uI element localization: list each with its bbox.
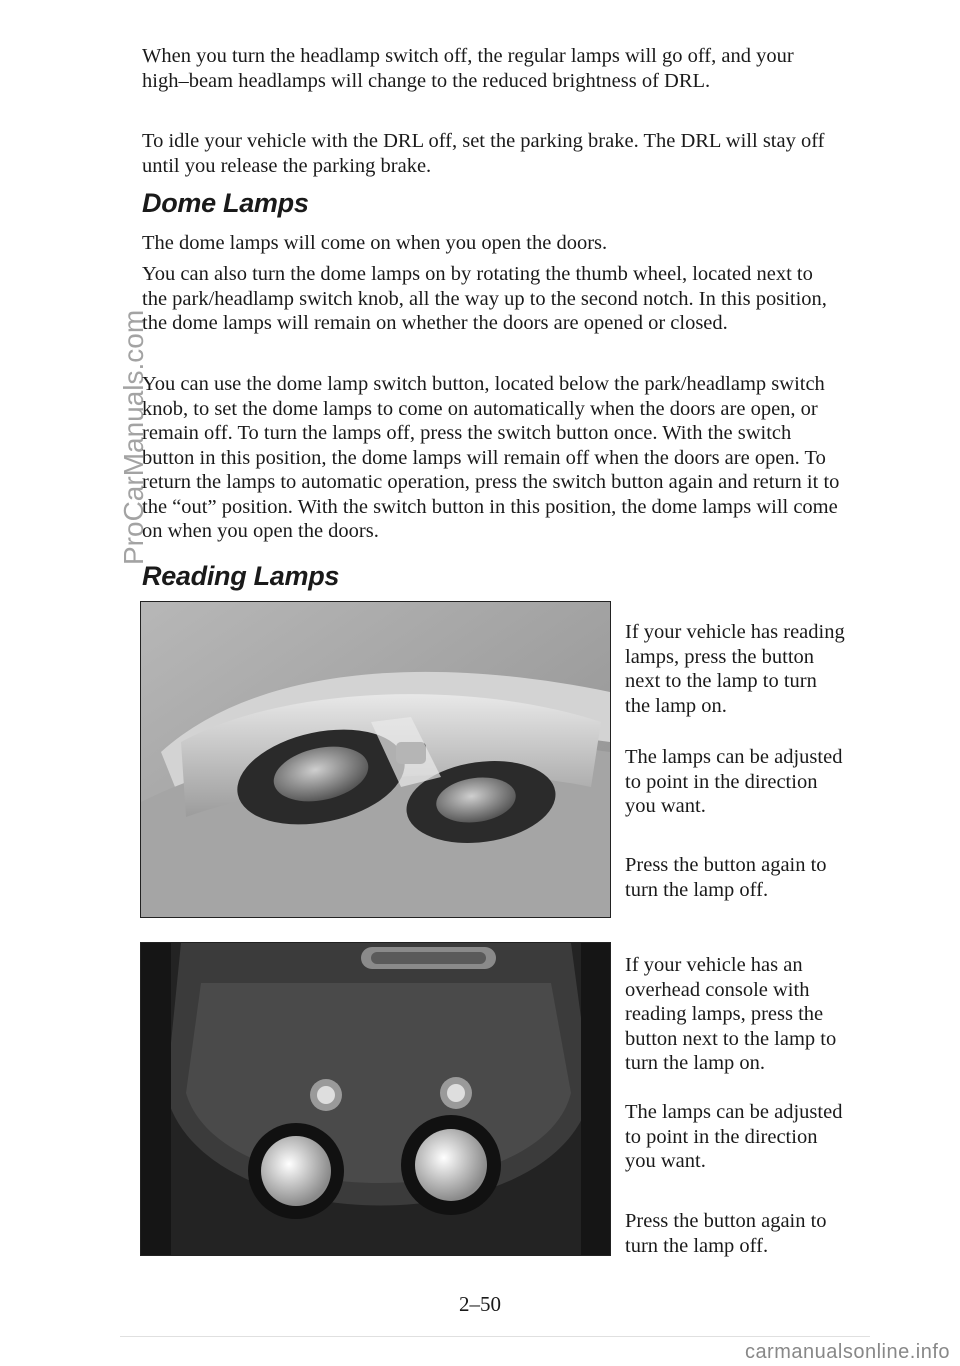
overhead-console-photo (140, 942, 611, 1256)
reading-lamps-para-3: Press the button again to turn the lamp off. (625, 854, 827, 901)
dome-lamps-paragraph-1: The dome lamps will come on when you open the doors. (142, 232, 608, 254)
site-watermark: ProCarManuals.com (118, 309, 149, 565)
reading-lamps-para-2: The lamps can be adjusted to point in the direction you want. (625, 746, 843, 817)
dome-lamps-paragraph-3: You can use the dome lamp switch button, located below the park/headlamp switch knob, to set the dome lamps to come on automatically when the doors are open, or remain off. To turn the lamps off, press the switch button once. With the switch button in this position, the dome lamps will remain off when the doors are open. To return the lamps to automatic operation, press the switch button again and return it to the “out” position. With the switch button in this position, the dome lamps will come on when you open the doors. (142, 373, 840, 542)
reading-lamp-photo (140, 601, 611, 918)
intro-paragraph-2: To idle your vehicle with the DRL off, set the parking brake. The DRL will stay off until you release the parking brake. (142, 130, 825, 177)
footer-url[interactable]: carmanualsonline.info (744, 1341, 950, 1363)
reading-lamps-heading: Reading Lamps (142, 561, 340, 591)
overhead-console-para-1: If your vehicle has an overhead console with reading lamps, press the button next to the lamp to turn the lamp on. (625, 954, 837, 1074)
footer-divider (120, 1336, 870, 1337)
dome-lamps-paragraph-2: You can also turn the dome lamps on by rotating the thumb wheel, located next to the park/headlamp switch knob, all the way up to the second notch. In this position, the dome lamps will remain on whether the doors are opened or closed. (142, 263, 827, 334)
overhead-console-para-2: The lamps can be adjusted to point in the direction you want. (625, 1101, 843, 1172)
page-number: 2–50 (459, 1292, 501, 1316)
reading-lamps-para-1: If your vehicle has reading lamps, press the button next to the lamp to turn the lamp on. (625, 621, 845, 717)
dome-lamps-heading: Dome Lamps (142, 188, 309, 218)
overhead-console-para-3: Press the button again to turn the lamp off. (625, 1210, 827, 1257)
intro-paragraph-1: When you turn the headlamp switch off, the regular lamps will go off, and your high–beam headlamps will change to the reduced brightness of DRL. (142, 45, 794, 92)
